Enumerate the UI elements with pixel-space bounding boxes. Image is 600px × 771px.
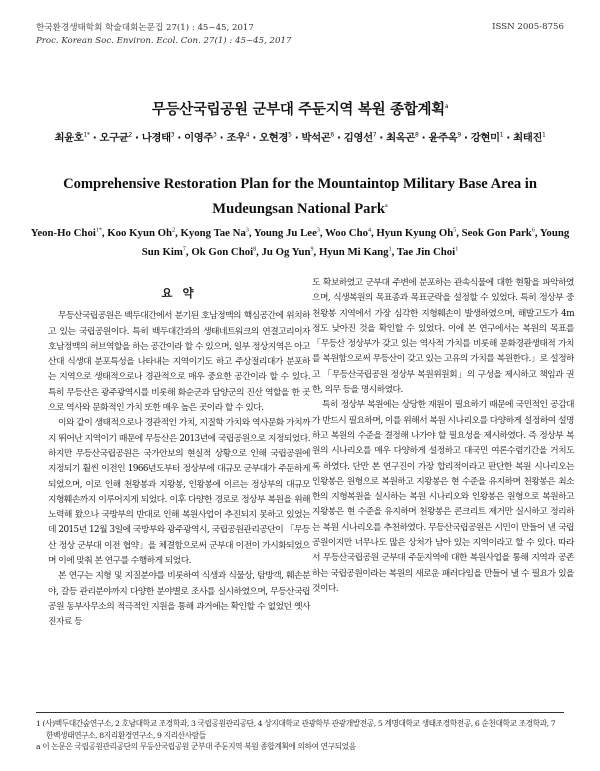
author-affiliation-sup: 1* xyxy=(83,131,90,139)
author-name: Ju Og Yun xyxy=(261,246,311,258)
author-affiliation-sup: 3 xyxy=(316,227,320,234)
author-affiliation-sup: 4 xyxy=(368,227,371,234)
author-affiliation-sup: 5 xyxy=(453,227,457,234)
author-affiliation-sup: 6 xyxy=(531,227,535,234)
journal-name-en: Proc. Korean Soc. Environ. Ecol. Con. 27(1) : 45~45, 2017 xyxy=(36,36,292,46)
author-name: 나경태 xyxy=(141,132,171,144)
footnote-divider xyxy=(36,712,564,713)
abstract-paragraph: 무등산국립공원은 백두대간에서 분기된 호남정맥의 핵심공간에 위치하고 있는 국립공원이다. 특히 백두대간과의 생태네트워크의 연결고리이자 호남정맥의 허브역할을 하는 공간이라 할 수 있으며, 일부 정상지역은 아고산대 식생대 분포특성을 나타내는 지역이기도 하고 주상절리대가 분포하는 지역으로 생태적으로나 경관적으로 매우 중요한 공간이라 할 수 있다. 특히 무등산은 광주광역시를 비롯해 화순군과 담양군의 진산 역할을 한 곳으로 역사와 문화적인 가치 또한 매우 높은 곳이라 할 수 있다. xyxy=(48,311,310,414)
author-affiliation-sup: 6 xyxy=(330,131,334,139)
author-name: Young Sun Kim xyxy=(141,227,570,258)
author-name: 최태진 xyxy=(513,132,543,144)
abstract-paragraph: 특히 정상부 복원에는 상당한 재원이 필요하기 때문에 국민적인 공감대가 반드시 필요하며, 이를 위해서 복원 시나리오를 다양하게 설정하여 설명하고 복원의 수준을 결정해 나가야 할 필요성을 제시하였다. 즉 정상부 복원의 시나리오를 매우 다양하게 설정하고 대국민 여론수렴기간을 거치도록 하였다. 단만 본 연구진이 가장 합리적이라고 판단한 복원 시나리오는 인왕봉은 원형으로 복원하고 지왕봉은 현 수준을 유지하며 천왕봉은 최소한의 지형복원을 실시하는 복원 시나리오와 인왕봉은 원형으로 복원하고 지왕봉은 현 수준을 유지하며 천왕봉은 콘크리트 제거만 실시하고 정리하는 복원 시나리오를 추천하였다. 무등산국립공원은 시민이 만들어 낸 국립공원이지만 너무나도 많은 상처가 남아 있는 지역이라고 할 수 있다. 따라서 무등산국립공원 군부대 주둔지역에 대한 복원사업을 통해 지역과 공존하는 국립공원이라는 복원의 새로운 패러다임을 만들어 낼 수 필요가 있을 것이다. xyxy=(312,400,574,594)
footnote-affiliations: 1 (사)백두대간숲연구소, 2 호남대학교 조경학과, 3 국립공원관리공단, 4 상지대학교 관광학부 관광개발전공, 5 계명대학교 생태조경학전공, 6 순천대학교 조경학과, 7 한백생태연구소, 8지리환경연구소, 9 지리산사람들 xyxy=(36,719,556,740)
author-name: 조우 xyxy=(226,132,246,144)
author-affiliation-sup: 1 xyxy=(388,246,392,253)
author-name: Woo Cho xyxy=(325,227,368,239)
author-name: Hyun Kyung Oh xyxy=(376,227,454,239)
author-name: 최윤호 xyxy=(54,132,84,144)
author-affiliation-sup: 8 xyxy=(415,131,419,139)
abstract-heading: 요 약 xyxy=(161,286,197,300)
author-affiliation-sup: 7 xyxy=(372,131,377,139)
author-name: Kyong Tae Na xyxy=(180,227,246,239)
author-affiliation-sup: 9 xyxy=(310,246,314,253)
author-affiliation-sup: 2 xyxy=(172,227,176,234)
author-name: Koo Kyun Oh xyxy=(107,227,173,239)
title-english-text: Comprehensive Restoration Plan for the Mountaintop Military Base Area in Mudeungsan National Park xyxy=(63,176,537,217)
abstract-right-column xyxy=(312,276,574,597)
issn: ISSN 2005-8756 xyxy=(492,22,564,32)
author-affiliation-sup: 3 xyxy=(213,131,217,139)
author-affiliation-sup: 7 xyxy=(182,246,186,253)
author-name: Hyun Mi Kang xyxy=(318,246,389,258)
title-korean-sup: a xyxy=(444,103,449,111)
authors-korean: 최윤호$^{1*}$ · 오구균$^2$ · 나경태$^3$ · 이영주$^3$ · 조우$^4$ · 오현경$^5$ · 박석곤$^6$ · 김영선$^7$ · 최옥곤$^8$ · 윤주옥$^9$ · 강현미$^1$ · 최태진$^1$ xyxy=(54,131,546,144)
journal-name-ko: 한국환경생태학회 학술대회논문집 27(1) : 45~45, 2017 xyxy=(36,23,254,33)
author-name: 박석곤 xyxy=(301,132,331,144)
author-name: 오구균 xyxy=(99,132,129,144)
author-affiliation-sup: 1 xyxy=(455,246,459,253)
author-name: 오현경 xyxy=(259,132,289,144)
author-name: Ok Gon Choi xyxy=(191,246,254,258)
authors-english: Yeon-Ho Choi$^{1*}$, Koo Kyun Oh$^2$, Kyong Tae Na$^3$, Young Ju Lee$^3$, Woo Cho$^4$, Hyun Kyung Oh$^5$, Seok Gon Park$^6$, Young Sun Kim$^7$, Ok Gon Choi$^8$, Ju Og Yun$^9$, Hyun Mi Kang$^1$, Tae Jin Choi$^1$ xyxy=(30,227,570,258)
abstract-paragraph: 본 연구는 지형 및 지질분야를 비롯하여 식생과 식물상, 탐방객, 훼손분야, 갈등 관리분야까지 다양한 분야별로 조사를 실시하였으며, 무등산국립공원 동부사무소의 적극적인 지원을 통해 과거에는 확인할 수 없었던 옛사진자료 등 xyxy=(48,571,310,628)
author-name: 윤주옥 xyxy=(428,132,458,144)
title-korean xyxy=(0,98,600,119)
author-affiliation-sup: 8 xyxy=(253,246,257,253)
journal-header xyxy=(36,22,291,48)
author-name: 최옥곤 xyxy=(386,132,416,144)
author-affiliation-sup: 4 xyxy=(245,131,250,139)
author-affiliation-sup: 1 xyxy=(542,131,546,139)
abstract-left-column xyxy=(48,276,310,631)
author-affiliation-sup: 1 xyxy=(499,131,504,139)
author-affiliation-sup: 3 xyxy=(245,227,249,234)
author-name: Young Ju Lee xyxy=(253,227,317,239)
author-affiliation-sup: 3 xyxy=(170,131,175,139)
title-english xyxy=(30,172,570,222)
author-name: 김영선 xyxy=(343,132,373,144)
footnote-funding: a 이 논문은 국립공원관리공단의 무등산국립공원 군부대 주둔지역 복원 종합계획에 의하여 연구되었음 xyxy=(36,742,356,751)
author-affiliation-sup: 2 xyxy=(128,131,132,139)
author-name: Yeon-Ho Choi xyxy=(30,227,96,239)
title-english-sup: a xyxy=(385,203,388,210)
footnotes xyxy=(36,718,564,753)
author-affiliation-sup: 5 xyxy=(288,131,292,139)
author-affiliation-sup: 9 xyxy=(457,131,461,139)
author-affiliation-sup: 1* xyxy=(95,227,102,234)
author-name: 이영주 xyxy=(184,132,214,144)
title-korean-text: 무등산국립공원 군부대 주둔지역 복원 종합계획 xyxy=(151,102,445,118)
author-name: 강현미 xyxy=(470,132,500,144)
abstract-paragraph: 도 확보하였고 군부대 주변에 분포하는 관속식물에 대한 현황을 파악하였으며, 식생복원의 목표종과 목표군락을 설정할 수 있었다. 특히 정상부 중 천왕봉 지역에서 가장 심각한 지형훼손이 발생하였으며, 해발고도가 4m 정도 낮아진 것을 확인할 수 있었다. 이에 본 연구에서는 복원의 목표를 「무등산 정상부가 갖고 있는 역사적 가치를 비롯해 문화경관생태적 가치를 복원함으로써 무등산이 갖고 있는 고유의 가치를 복원한다.」로 설정하고 「무등산국립공원 정상부 복원위원회」의 구성을 제시하고 책임과 권한, 의무 등을 명시하였다. xyxy=(312,278,574,396)
author-name: Tae Jin Choi xyxy=(396,246,456,258)
abstract-paragraph: 이와 같이 생태적으로나 경관적인 가치, 지질학 가치와 역사문화 가치까지 뛰어난 지역이기 때문에 무등산은 2013년에 국립공원으로 지정되었다. 하지만 무등산국립공원은 국가안보의 현실적 상황으로 인해 국립공원에 지정되기 훨씬 이전인 1966년도부터 정상부에 대규모 군부대가 주둔하게 되었으며, 이로 인해 천왕봉과 지왕봉, 인왕봉에 이르는 정상부의 대규모 지형훼손까지 이루어지게 되었다. 이후 다양한 경로로 정상부 복원을 위해 노력해 왔으나 국방부의 반대로 인해 복원사업이 추진되지 못하고 있었는데 2015년 12월 3일에 국방부와 광주광역시, 국립공원관리공단이 「무등산 정상 군부대 이전 협약」을 체결함으로써 군부대 이전이 가시화되었으며 이에 맞춰 본 연구를 수행하게 되었다. xyxy=(48,418,310,567)
author-name: Seok Gon Park xyxy=(461,227,532,239)
